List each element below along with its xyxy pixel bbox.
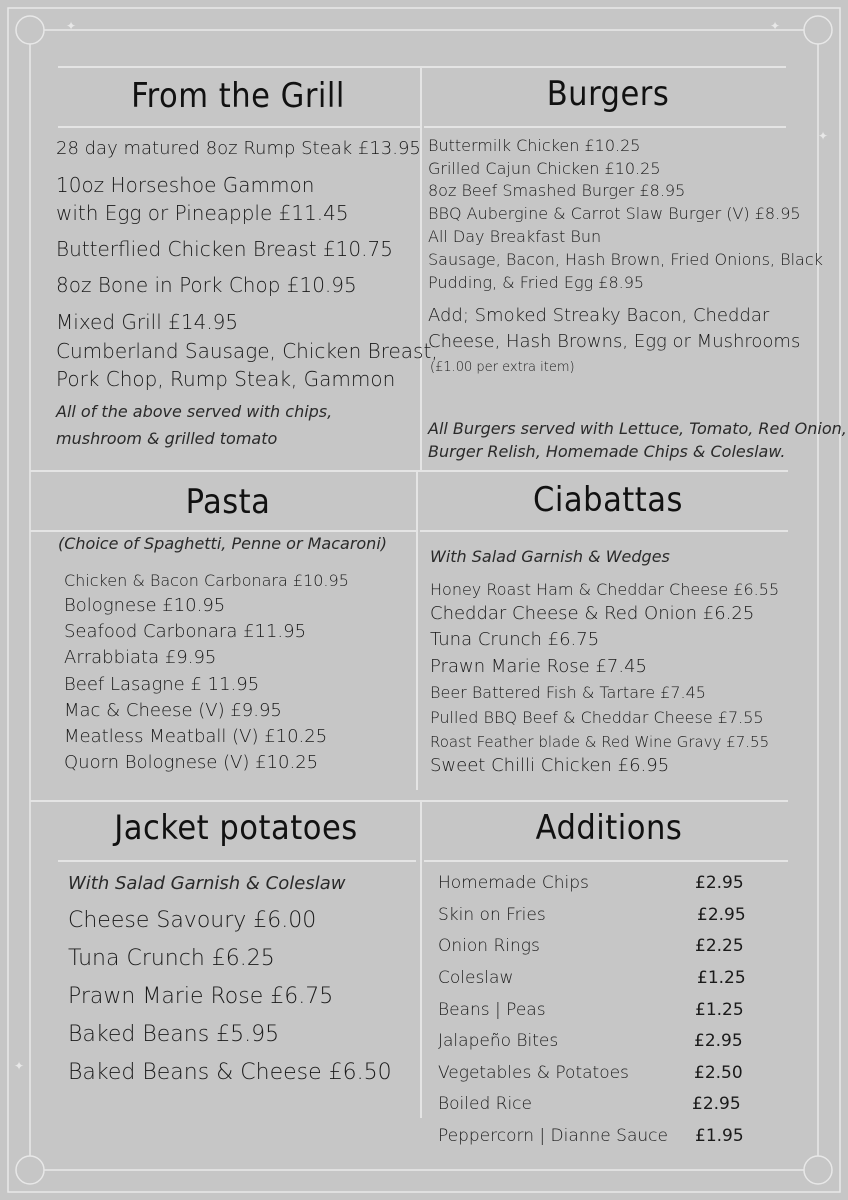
rule-under-grill-title: [58, 126, 420, 128]
pasta-item: Chicken & Bacon Carbonara £10.95: [64, 571, 349, 590]
pasta-item: Bolognese £10.95: [64, 595, 226, 616]
ciabatta-item: Honey Roast Ham & Cheddar Cheese £6.55: [430, 580, 780, 599]
rule-under-additions-title: [424, 860, 788, 862]
burger-add: Cheese, Hash Browns, Egg or Mushrooms: [428, 331, 801, 352]
ciabatta-item: Roast Feather blade & Red Wine Gravy £7.55: [430, 733, 770, 751]
additions-title: Additions: [535, 808, 683, 848]
grill-item: Pork Chop, Rump Steak, Gammon: [56, 367, 396, 391]
addition-price: £2.50: [694, 1063, 743, 1083]
ciabatta-item: Pulled BBQ Beef & Cheddar Cheese £7.55: [430, 708, 764, 727]
jacket-title: Jacket potatoes: [114, 808, 358, 848]
ciabatta-item: Tuna Crunch £6.75: [430, 629, 600, 650]
rule-mid-2: [30, 800, 788, 802]
burger-add-price: (£1.00 per extra item): [430, 360, 575, 375]
rule-vertical-top: [420, 66, 422, 470]
rule-vertical-mid: [416, 470, 418, 790]
grill-item: Mixed Grill £14.95: [56, 310, 239, 334]
ciabatta-item: Sweet Chilli Chicken £6.95: [430, 755, 670, 776]
burger-item: Buttermilk Chicken £10.25: [428, 136, 641, 155]
svg-text:✦: ✦: [770, 19, 781, 33]
ciabatta-item: Cheddar Cheese & Red Onion £6.25: [430, 603, 755, 624]
jacket-item: Prawn Marie Rose £6.75: [68, 984, 334, 1009]
pasta-item: Beef Lasagne £ 11.95: [64, 674, 260, 695]
jacket-item: Baked Beans & Cheese £6.50: [68, 1060, 392, 1085]
burger-note: All Burgers served with Lettuce, Tomato, Red Onion,: [428, 419, 847, 438]
pasta-item: Arrabbiata £9.95: [64, 647, 217, 668]
addition-name: Skin on Fries: [438, 905, 546, 925]
burger-item: Grilled Cajun Chicken £10.25: [428, 159, 661, 178]
rule-under-ciabattas-title: [420, 530, 788, 532]
burger-item: Sausage, Bacon, Hash Brown, Fried Onions, Black: [428, 250, 823, 269]
grill-title: From the Grill: [131, 76, 345, 116]
jacket-subtitle: With Salad Garnish & Coleslaw: [68, 873, 346, 894]
ciabattas-title: Ciabattas: [533, 480, 683, 520]
svg-text:✦: ✦: [66, 19, 77, 33]
burger-item: 8oz Beef Smashed Burger £8.95: [428, 181, 686, 200]
addition-name: Boiled Rice: [438, 1094, 532, 1114]
addition-name: Coleslaw: [438, 968, 514, 988]
addition-price: £2.95: [694, 1031, 743, 1051]
ciabatta-item: Prawn Marie Rose £7.45: [430, 656, 647, 677]
pasta-title: Pasta: [185, 482, 271, 522]
addition-price: £1.25: [697, 968, 746, 988]
addition-price: £1.25: [695, 1000, 744, 1020]
burger-add: Add; Smoked Streaky Bacon, Cheddar: [428, 305, 770, 326]
jacket-item: Tuna Crunch £6.25: [68, 946, 275, 971]
addition-price: £2.25: [695, 936, 744, 956]
addition-price: £2.95: [692, 1094, 741, 1114]
burger-item: All Day Breakfast Bun: [428, 227, 602, 246]
svg-text:✦: ✦: [818, 129, 829, 143]
grill-item: 28 day matured 8oz Rump Steak £13.95: [56, 138, 421, 159]
addition-name: Peppercorn | Dianne Sauce: [438, 1126, 668, 1146]
svg-text:✦: ✦: [14, 1059, 25, 1073]
rule-mid-1: [30, 470, 788, 472]
pasta-item: Mac & Cheese (V) £9.95: [64, 700, 282, 721]
burger-item: Pudding, & Fried Egg £8.95: [428, 273, 645, 292]
pasta-subtitle: (Choice of Spaghetti, Penne or Macaroni): [58, 534, 388, 553]
grill-note: All of the above served with chips,: [56, 402, 333, 421]
ciabattas-subtitle: With Salad Garnish & Wedges: [430, 547, 670, 566]
burger-note: Burger Relish, Homemade Chips & Coleslaw.: [428, 442, 786, 461]
pasta-item: Quorn Bolognese (V) £10.25: [64, 752, 319, 773]
addition-name: Jalapeño Bites: [438, 1031, 559, 1051]
rule-under-burgers-title: [424, 126, 786, 128]
addition-name: Beans | Peas: [438, 1000, 546, 1020]
grill-item: 10oz Horseshoe Gammon: [56, 173, 315, 197]
pasta-item: Meatless Meatball (V) £10.25: [64, 726, 328, 747]
addition-price: £1.95: [695, 1126, 744, 1146]
addition-name: Homemade Chips: [438, 873, 589, 893]
rule-under-jacket-title: [58, 860, 416, 862]
grill-item: Butterflied Chicken Breast £10.75: [56, 237, 393, 261]
rule-under-pasta-title: [30, 530, 416, 532]
burgers-title: Burgers: [546, 74, 670, 114]
rule-top: [58, 66, 786, 68]
grill-item: Cumberland Sausage, Chicken Breast,: [56, 339, 438, 363]
rule-vertical-bottom: [420, 800, 422, 1118]
addition-price: £2.95: [695, 873, 744, 893]
grill-note: mushroom & grilled tomato: [56, 429, 278, 448]
ciabatta-item: Beer Battered Fish & Tartare £7.45: [430, 683, 706, 702]
grill-item: 8oz Bone in Pork Chop £10.95: [56, 273, 357, 297]
addition-name: Vegetables & Potatoes: [438, 1063, 629, 1083]
jacket-item: Baked Beans £5.95: [68, 1022, 280, 1047]
jacket-item: Cheese Savoury £6.00: [68, 908, 317, 933]
burger-item: BBQ Aubergine & Carrot Slaw Burger (V) £8.95: [428, 204, 801, 223]
grill-item: with Egg or Pineapple £11.45: [56, 201, 349, 225]
pasta-item: Seafood Carbonara £11.95: [64, 621, 307, 642]
addition-price: £2.95: [697, 905, 746, 925]
addition-name: Onion Rings: [438, 936, 540, 956]
